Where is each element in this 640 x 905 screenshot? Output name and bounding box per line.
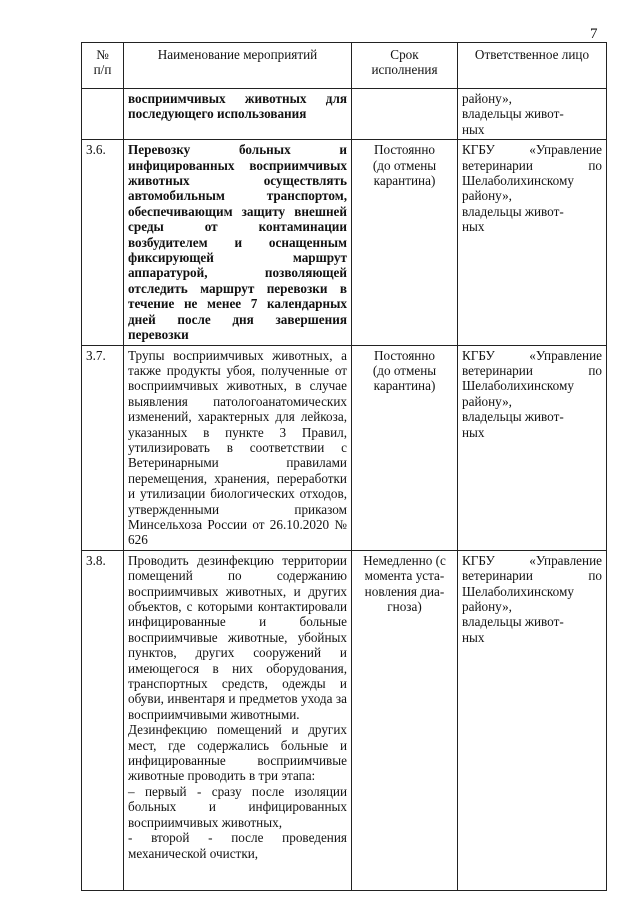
header-term-text: Срок исполнения bbox=[371, 47, 438, 78]
row-term bbox=[352, 89, 458, 140]
row-name-text: Проводить дезинфекцию территории помещений по содержанию восприимчивых животных, и других объектов, с которыми контактировали инфицированные и больные восприимчивые животные, убойных пунктов, других сооружений и имеющегося в них оборудования, транспортных средств, одежды и обуви, инвентаря и предметов ухода за восприимчивыми животными. bbox=[128, 552, 347, 722]
table-row bbox=[82, 140, 607, 345]
row-num bbox=[82, 345, 124, 550]
row-responsible bbox=[458, 140, 607, 345]
row-responsible-text: КГБУ «Управление ветеринарии по Шелаболихинскому району», владельцы живот- ных bbox=[462, 552, 602, 645]
row-num-text: 3.7. bbox=[86, 347, 106, 363]
row-num bbox=[82, 89, 124, 140]
table-header-row bbox=[82, 43, 607, 89]
row-term-text: Немедленно (с момента уста- новления диа- гноза) bbox=[363, 552, 446, 614]
row-num-text: 3.8. bbox=[86, 552, 106, 568]
row-name-text: – первый - сразу после изоляции больных и инфицированных восприимчивых животных, bbox=[128, 783, 347, 830]
row-term bbox=[352, 550, 458, 890]
row-term bbox=[352, 140, 458, 345]
header-name-text: Наименование мероприятий bbox=[157, 47, 318, 62]
table-row bbox=[82, 550, 607, 890]
table-row bbox=[82, 345, 607, 550]
row-name-text: - второй - после проведения механической очистки, bbox=[128, 830, 347, 861]
row-name bbox=[124, 140, 352, 345]
row-name-text: Дезинфекцию помещений и других мест, где содержались больные и инфицированные восприимчивые животные проводить в три этапа: bbox=[128, 722, 347, 784]
row-num bbox=[82, 550, 124, 890]
header-responsible bbox=[458, 43, 607, 89]
row-term bbox=[352, 345, 458, 550]
row-name bbox=[124, 550, 352, 890]
row-responsible-text: району», владельцы живот- ных bbox=[462, 91, 564, 137]
row-name bbox=[124, 345, 352, 550]
header-term bbox=[352, 43, 458, 89]
header-num bbox=[82, 43, 124, 89]
row-num-text: 3.6. bbox=[86, 142, 106, 158]
measures-table bbox=[81, 42, 607, 891]
header-num-text: № п/п bbox=[93, 47, 112, 78]
header-responsible-text: Ответственное лицо bbox=[474, 47, 590, 62]
page-number: 7 bbox=[590, 26, 598, 42]
row-responsible-text: КГБУ «Управление ветеринарии по Шелаболихинскому району», владельцы живот- ных bbox=[462, 347, 602, 440]
row-responsible bbox=[458, 345, 607, 550]
row-name-text: восприимчивых животных для последующего использования bbox=[128, 91, 347, 122]
row-num bbox=[82, 140, 124, 345]
row-responsible-text: КГБУ «Управление ветеринарии по Шелаболихинскому району», владельцы живот- ных bbox=[462, 142, 602, 235]
table-row bbox=[82, 89, 607, 140]
header-name bbox=[124, 43, 352, 89]
row-term-text: Постоянно (до отмены карантина) bbox=[372, 347, 437, 394]
row-name-text: Трупы восприимчивых животных, а также продукты убоя, полученные от восприимчивых животных, в случае выявления патологоанатомических изменений, характерных для лейкоза, указанных в пункте 3 Правил, утилизировать в соответствии с Ветеринарными правилами перемещения, хранения, переработки и утилизации биологических отходов, утвержденными приказом Минсельхоза России от 26.10.2020 № 626 bbox=[128, 347, 347, 548]
row-responsible bbox=[458, 550, 607, 890]
row-responsible bbox=[458, 89, 607, 140]
row-name-text: Перевозку больных и инфицированных восприимчивых животных осуществлять автомобильным транспортом, обеспечивающим защиту внешней среды от контаминации возбудителем и оснащенным фиксирующей маршрут аппаратурой, позволяющей отследить маршрут перевозки в течение не менее 7 календарных дней после дня завершения перевозки bbox=[128, 142, 347, 343]
row-term-text: Постоянно (до отмены карантина) bbox=[372, 142, 437, 189]
row-name bbox=[124, 89, 352, 140]
